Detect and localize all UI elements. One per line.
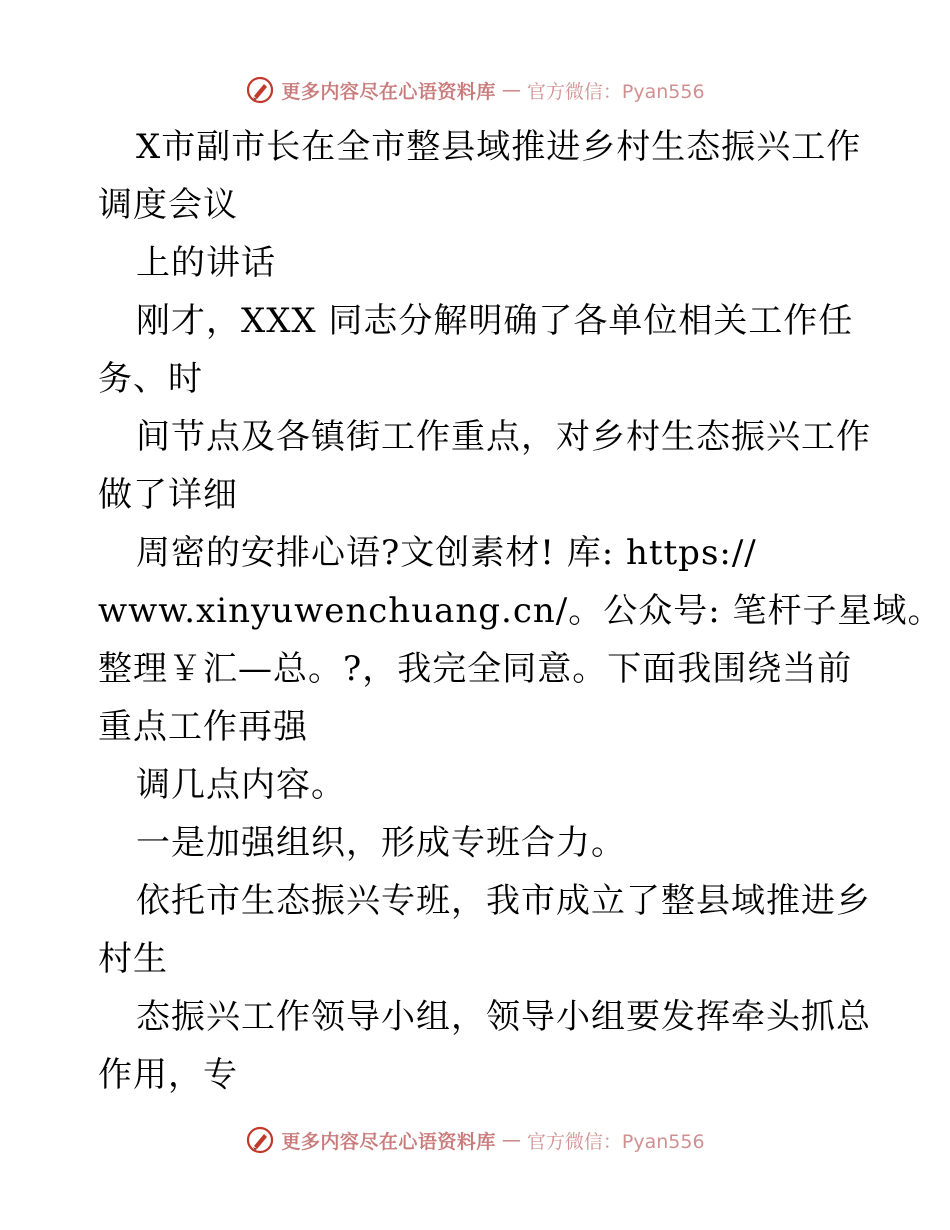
text-line: 上的讲话 <box>136 243 276 283</box>
text-line: 调度会议 <box>98 185 238 225</box>
banner-wechat-text: 官方微信：Pyan556 <box>526 1130 705 1153</box>
text-line: 态振兴工作领导小组，领导小组要发挥牵头抓总 <box>136 997 871 1037</box>
text-line: 一是加强组织，形成专班合力。 <box>136 823 626 863</box>
banner-brand-text: 更多内容尽在心语资料库 <box>281 1130 496 1153</box>
text-line: 做了详细 <box>98 475 238 515</box>
text-line: 整理￥汇—总。?，我完全同意。下面我围绕当前 <box>98 649 853 689</box>
banner-wechat-text: 官方微信：Pyan556 <box>526 80 705 103</box>
text-line: 调几点内容。 <box>136 765 346 805</box>
pen-logo-icon <box>245 1125 275 1155</box>
footer-banner <box>0 1122 950 1158</box>
banner-brand-text: 更多内容尽在心语资料库 <box>281 80 496 103</box>
pen-logo-icon <box>245 75 275 105</box>
text-line: 周密的安排心语?文创素材! 库: https:// <box>136 533 757 573</box>
text-line: 刚才，XXX 同志分解明确了各单位相关工作任 <box>136 301 854 341</box>
banner-dash: — <box>501 1129 521 1151</box>
text-line: 务、时 <box>98 359 203 399</box>
document-body <box>98 118 943 1104</box>
banner-dash: — <box>501 79 521 101</box>
text-line: 作用，专 <box>98 1055 238 1095</box>
text-line: X市副市长在全市整县域推进乡村生态振兴工作 <box>136 127 862 167</box>
text-line: 村生 <box>98 939 168 979</box>
text-line: 间节点及各镇街工作重点，对乡村生态振兴工作 <box>136 417 871 457</box>
text-line: 依托市生态振兴专班，我市成立了整县域推进乡 <box>136 881 871 921</box>
text-line: 重点工作再强 <box>98 707 308 747</box>
header-banner <box>0 72 950 108</box>
text-line: www.xinyuwenchuang.cn/。公众号: 笔杆子星域。 <box>98 591 943 631</box>
